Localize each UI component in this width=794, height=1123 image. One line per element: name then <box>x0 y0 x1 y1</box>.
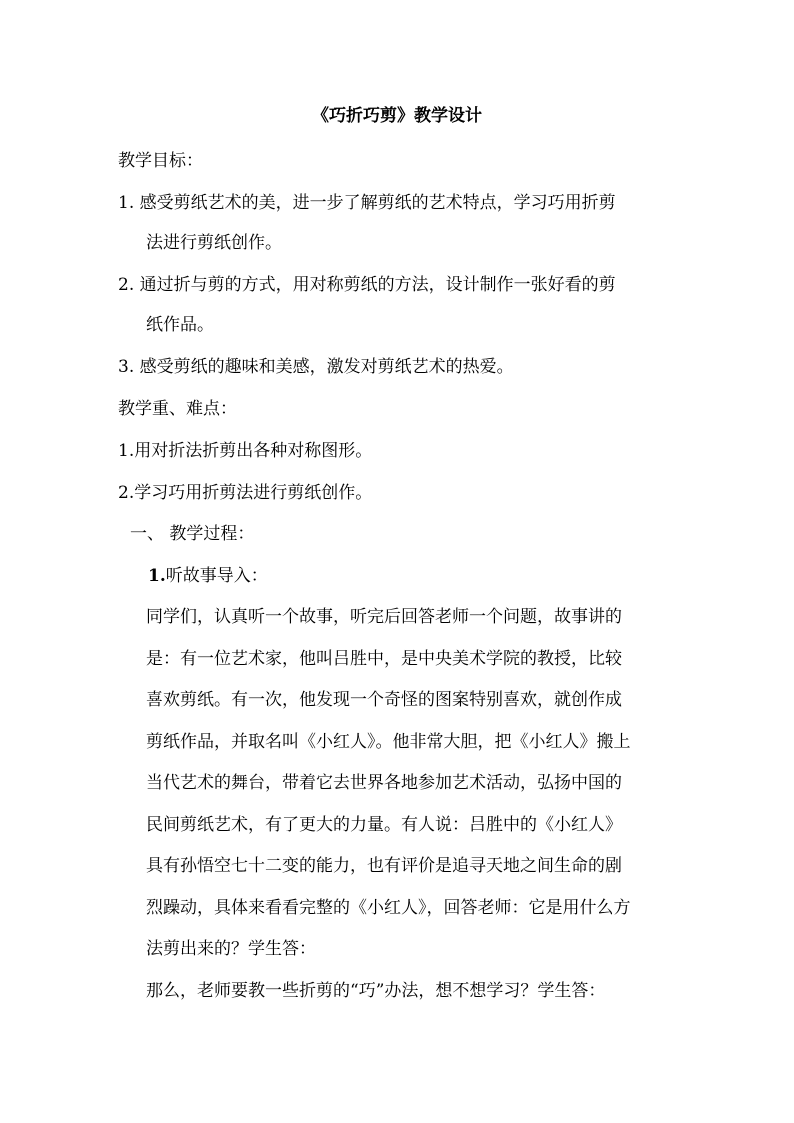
story-line: 具有孙悟空七十二变的能力，也有评价是追寻天地之间生命的剧 <box>146 856 622 876</box>
objectives-heading: 教学目标： <box>118 151 203 171</box>
key-point-2: 2.学习巧用折剪法进行剪纸创作。 <box>118 483 373 503</box>
story-line: 那么，老师要教一些折剪的“巧”办法，想不想学习？学生答： <box>146 981 606 1001</box>
objective-1-line-1: 1. 感受剪纸艺术的美，进一步了解剪纸的艺术特点，学习巧用折剪 <box>118 193 616 213</box>
objective-1-line-2: 法进行剪纸创作。 <box>146 233 282 253</box>
story-line: 是：有一位艺术家，他叫吕胜中，是中央美术学院的教授，比较 <box>146 649 622 669</box>
step-1-title: 听故事导入： <box>165 566 268 586</box>
key-points-heading: 教学重、难点： <box>118 399 237 419</box>
key-point-1: 1.用对折法折剪出各种对称图形。 <box>118 441 373 461</box>
story-line: 同学们，认真听一个故事，听完后回答老师一个问题，故事讲的 <box>146 607 622 627</box>
story-line: 民间剪纸艺术，有了更大的力量。有人说：吕胜中的《小红人》 <box>146 815 622 835</box>
step-1-heading <box>148 565 268 587</box>
story-line: 法剪出来的？学生答： <box>146 939 316 959</box>
objective-2-line-1: 2. 通过折与剪的方式，用对称剪纸的方法，设计制作一张好看的剪 <box>118 275 616 295</box>
story-line: 剪纸作品，并取名叫《小红人》。他非常大胆，把《小红人》搬上 <box>146 732 631 752</box>
process-heading: 一、 教学过程： <box>130 524 255 544</box>
objective-2-line-2: 纸作品。 <box>146 315 214 335</box>
story-line: 喜欢剪纸。有一次，他发现一个奇怪的图案特别喜欢，就创作成 <box>146 690 622 710</box>
story-line: 烈躁动，具体来看看完整的《小红人》，回答老师：它是用什么方 <box>146 898 631 918</box>
objective-3: 3. 感受剪纸的趣味和美感，激发对剪纸艺术的热爱。 <box>118 357 514 377</box>
document-title: 《巧折巧剪》教学设计 <box>312 106 482 126</box>
story-line: 当代艺术的舞台，带着它去世界各地参加艺术活动，弘扬中国的 <box>146 773 622 793</box>
step-1-number: 1. <box>148 566 166 586</box>
